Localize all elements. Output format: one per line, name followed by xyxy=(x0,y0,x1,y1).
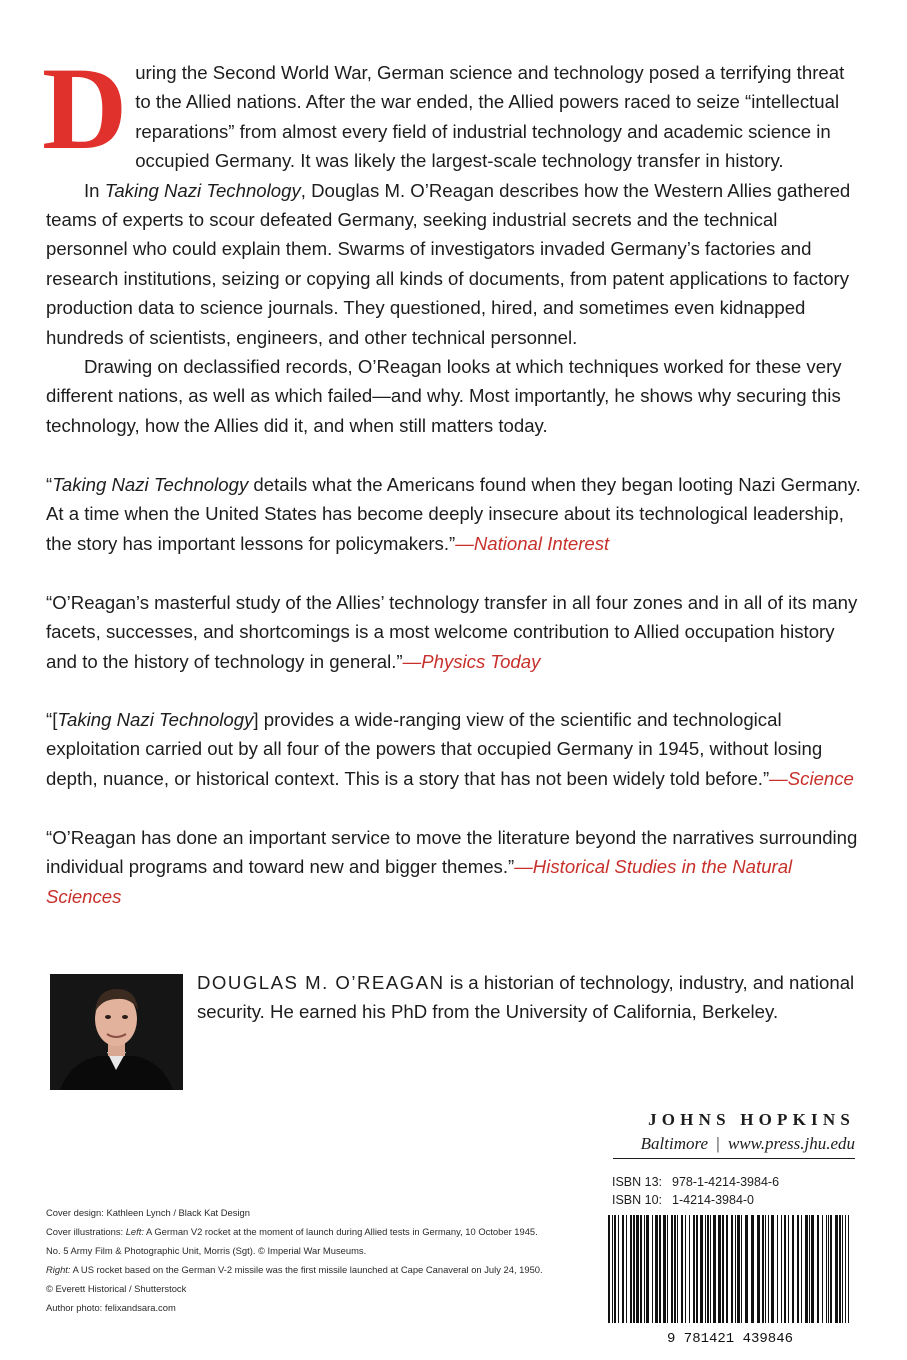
barcode-bar xyxy=(614,1215,616,1323)
barcode-bar xyxy=(726,1215,728,1323)
barcode-bar xyxy=(674,1215,676,1323)
barcode-bar xyxy=(644,1215,645,1323)
publisher-url: www.press.jhu.edu xyxy=(727,1134,855,1153)
barcode-bar xyxy=(801,1215,802,1323)
barcode-bar xyxy=(700,1215,703,1323)
review-quote-4: “O’Reagan has done an important service to move the literature beyond the narratives surrounding individual programs and toward new and bigger themes.”—Historical Studies in the Natural Sciences xyxy=(46,827,858,907)
barcode-bar xyxy=(713,1215,716,1323)
barcode-bar xyxy=(828,1215,829,1323)
isbn-block: ISBN 13: 978-1-4214-3984-6 ISBN 10: 1-4214-3984-0 xyxy=(612,1175,780,1207)
barcode-bar xyxy=(705,1215,706,1323)
barcode-bar xyxy=(696,1215,698,1323)
barcode-bar xyxy=(667,1215,668,1323)
barcode-bar xyxy=(630,1215,632,1323)
review-source: —National Interest xyxy=(455,532,610,554)
barcode-bar xyxy=(826,1215,827,1323)
barcode-bar xyxy=(707,1215,709,1323)
barcode-bar xyxy=(718,1215,721,1323)
description-paragraph-1: During the Second World War, German science and technology posed a terrifying threat to the Allied nations. After the war ended, the Allied powers raced to seize “intellectual reparations” from almost every field of industrial technology and academic science in occupied Germany. It was likely the largest-scale technology transfer in history. xyxy=(42,43,845,174)
barcode-bar xyxy=(618,1215,619,1323)
description-paragraph-3: Drawing on declassified records, O’Reagan looks at which techniques worked for these very different nations, as well as which failed—and why. Most importantly, he shows why securing this technology, how the Allies did it, and when still matters today. xyxy=(46,356,842,436)
credit-illustrations: Cover illustrations: Left: A German V2 rocket at the moment of launch during Allied tests in Germany, 10 October 1945. xyxy=(46,1226,538,1237)
book-description xyxy=(42,43,861,440)
review-quote-3: “[Taking Nazi Technology] provides a wide-ranging view of the scientific and technological exploitation carried out by all four of the powers that occupied Germany in 1945, without losing depth, nuance, or historical context. This is a story that has not been widely told before.”—Science xyxy=(46,709,854,789)
barcode-bar xyxy=(765,1215,766,1323)
barcode-bar xyxy=(685,1215,686,1323)
barcode-bar xyxy=(822,1215,823,1323)
barcode-bar xyxy=(622,1215,624,1323)
barcode-bar xyxy=(751,1215,754,1323)
publisher-info: Baltimore | www.press.jhu.edu xyxy=(613,1134,855,1159)
barcode-bar xyxy=(809,1215,810,1323)
barcode-bar xyxy=(735,1215,736,1323)
author-bio: DOUGLAS M. O’REAGAN is a historian of technology, industry, and national security. He earned his PhD from the University of California, Berkeley. xyxy=(197,972,855,1023)
barcode-bar xyxy=(626,1215,627,1323)
barcode-bar xyxy=(731,1215,733,1323)
barcode-bar xyxy=(771,1215,774,1323)
barcode-bar xyxy=(677,1215,678,1323)
barcode-bar xyxy=(681,1215,683,1323)
book-title: Taking Nazi Technology xyxy=(104,179,301,201)
barcode-bar xyxy=(781,1215,782,1323)
barcode-bar xyxy=(646,1215,649,1323)
barcode-bar xyxy=(693,1215,695,1323)
publisher-block xyxy=(613,1110,855,1159)
barcode-bar xyxy=(745,1215,748,1323)
barcode-bar xyxy=(636,1215,639,1323)
barcode-digits: 9 781421 439846 xyxy=(666,1331,794,1345)
barcode-bar xyxy=(655,1215,658,1323)
review-source: —Historical Studies in the Natural Sciences xyxy=(46,856,793,907)
barcode-bar xyxy=(788,1215,789,1323)
barcode-bar xyxy=(640,1215,642,1323)
description-paragraph-2: In Taking Nazi Technology, Douglas M. O’Reagan describes how the Western Allies gathered teams of experts to scour defeated Germany, seeking industrial secrets and the technical personnel who could explain them. Swarms of investigators invaded Germany’s factories and research institutions, seizing or copying all kinds of documents, from patent applications to factory production data to science journals. They questioned, hired, and sometimes even kidnapped hundreds of scientists, engineers, and other technical personnel. xyxy=(46,179,851,348)
author-photo xyxy=(50,974,183,1090)
barcode-bar xyxy=(777,1215,778,1323)
barcode-bar xyxy=(835,1215,838,1323)
review-source: —Physics Today xyxy=(402,650,541,672)
barcode-bar xyxy=(848,1215,849,1323)
barcode-bar xyxy=(842,1215,843,1323)
publisher-name: JOHNS HOPKINS xyxy=(648,1110,855,1129)
barcode-bar xyxy=(845,1215,846,1323)
barcode-bar xyxy=(671,1215,673,1323)
credit-author-photo: Author photo: felixandsara.com xyxy=(46,1302,176,1313)
barcode-bar xyxy=(652,1215,653,1323)
barcode-bar xyxy=(797,1215,799,1323)
cover-credits: Cover design: Kathleen Lynch / Black Kat Design Cover illustrations: Left: A German V2 rocket at the moment of launch during Allied tests in Germany, 10 October 1945. No. 5 Army Film & Photographic Unit, Morris (Sgt). © Imperial War Museums. Right: A US rocket based on the German V-2 missile was the first missile launched at Cape Canaveral on July 24, 1950. © Everett Historical / Shutterstock Author photo: felixandsara.com xyxy=(46,1203,606,1317)
author-name: DOUGLAS M. O’REAGAN xyxy=(197,972,445,993)
barcode-bar xyxy=(792,1215,794,1323)
review-quote-1: “Taking Nazi Technology details what the Americans found when they began looting Nazi Germany. At a time when the United States has become deeply insecure about its technological leadership, the story has important lessons for policymakers.”—National Interest xyxy=(46,474,861,554)
barcode-bar xyxy=(817,1215,819,1323)
barcode-bar xyxy=(722,1215,724,1323)
isbn-10: 1-4214-3984-0 xyxy=(672,1193,755,1207)
review-source: —Science xyxy=(769,767,854,789)
barcode-bar xyxy=(689,1215,690,1323)
credit-design: Cover design: Kathleen Lynch / Black Kat Design xyxy=(46,1207,250,1218)
barcode-bar xyxy=(608,1215,610,1323)
review-quote-2: “O’Reagan’s masterful study of the Allies’ technology transfer in all four zones and in all of its many facets, successes, and shortcomings is a most welcome contribution to Allied occupation history and to the history of technology in general.”—Physics Today xyxy=(46,592,858,672)
barcode-bar xyxy=(737,1215,740,1323)
barcode-bar xyxy=(784,1215,786,1323)
barcode-bar xyxy=(757,1215,760,1323)
barcode-bar xyxy=(805,1215,808,1323)
barcode-bar xyxy=(768,1215,769,1323)
barcode-bar xyxy=(710,1215,711,1323)
isbn-13: 978-1-4214-3984-6 xyxy=(672,1175,780,1189)
barcode-bar xyxy=(762,1215,764,1323)
barcode-bar xyxy=(612,1215,613,1323)
barcode-bar xyxy=(811,1215,814,1323)
barcode-bar xyxy=(659,1215,661,1323)
barcode-bar xyxy=(839,1215,841,1323)
drop-cap: D xyxy=(42,43,128,174)
barcode-bar xyxy=(741,1215,742,1323)
barcode-bar xyxy=(663,1215,666,1323)
barcode-bar xyxy=(633,1215,635,1323)
barcode-bar xyxy=(830,1215,832,1323)
barcode xyxy=(604,1215,856,1345)
